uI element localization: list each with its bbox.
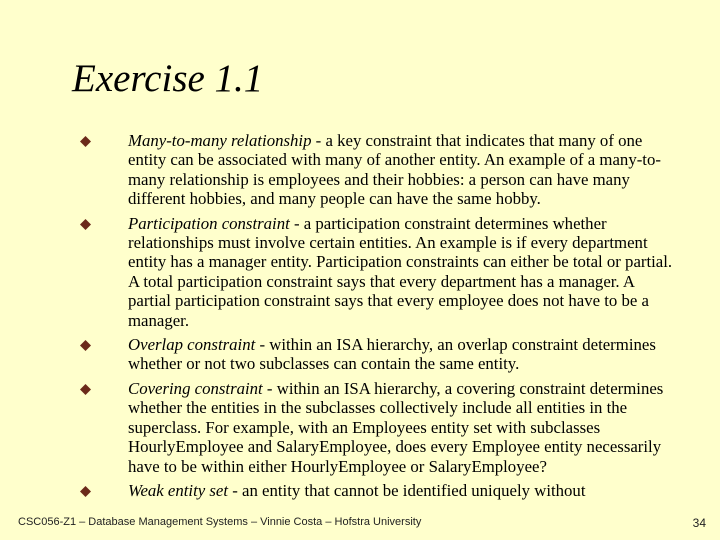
diamond-bullet-icon (80, 384, 91, 395)
bullet-term: Overlap constraint (128, 335, 256, 355)
bullet-item (80, 335, 680, 374)
bullet-text: - a participation constraint determines whether relationships must involve certain entities. An example is if every department entity has a manager entity. Participation constraints can either be total or partial. A total participation constraint says that every department has a manager. A partial participation constraint says that every employee does not have to be a manager. (128, 213, 673, 330)
bullet-term: Participation constraint (128, 213, 290, 233)
bullet-item (80, 481, 680, 500)
diamond-bullet-icon (80, 219, 91, 230)
bullet-text: - within an ISA hierarchy, a covering constraint determines whether the entities in the subclasses collectively include all entities in the superclass. For example, with an Employees entity set with subclasses HourlyEmployee and SalaryEmployee, does every Employee entity necessarily have to be within either HourlyEmployee or SalaryEmployee? (128, 378, 664, 476)
diamond-bullet-icon (80, 486, 91, 497)
bullet-text: - a key constraint that indicates that many of one entity can be associated with many of another entity. An example of a many-to-many relationship is employees and their hobbies: a person can have many different hobbies, and many people can have the same hobby. (128, 131, 661, 209)
diamond-bullet-icon (80, 136, 91, 147)
bullet-term: Many-to-many relationship (128, 131, 312, 150)
bullet-term: Covering constraint (128, 378, 263, 398)
bullet-text: - within an ISA hierarchy, an overlap constraint determines whether or not two subclasses can contain the same entity. (128, 335, 656, 374)
page-number: 34 (692, 516, 706, 530)
slide-title: Exercise 1.1 (72, 57, 264, 100)
bullet-list (80, 131, 680, 505)
bullet-item (80, 379, 680, 476)
bullet-item (80, 214, 680, 330)
slide-footer: CSC056-Z1 – Database Management Systems – Vinnie Costa – Hofstra University (18, 516, 422, 528)
diamond-bullet-icon (80, 340, 91, 351)
bullet-term: Weak entity set (128, 480, 229, 500)
bullet-item (80, 131, 680, 209)
bullet-text: - an entity that cannot be identified uniquely without (228, 480, 586, 500)
